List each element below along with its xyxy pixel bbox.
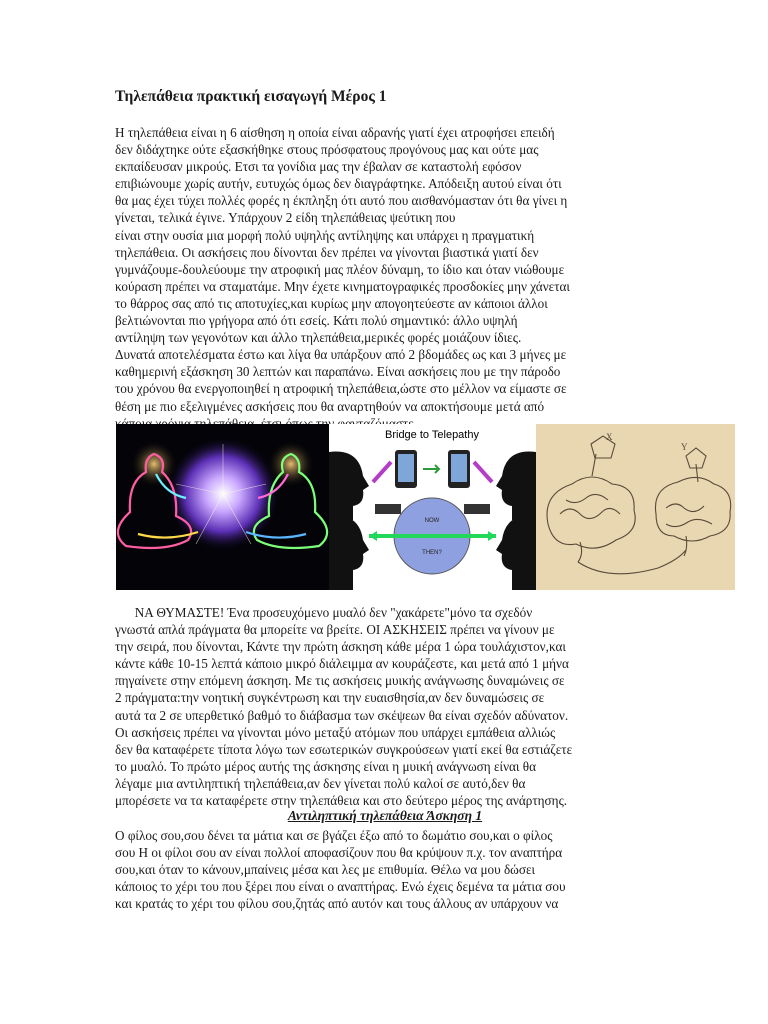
text-line: κάντε κάθε 10-15 λεπτά κάποιο μικρό διάλειμμα αν κουράζεστε, και μετά από 1 μήνα bbox=[115, 656, 569, 672]
text-line: το μυαλό. Το πρώτο μέρος αυτής της άσκησης είναι η μυική ανάγνωση είναι θα bbox=[115, 758, 537, 774]
text-line: του χρόνου θα ενεργοποιηθεί η ατροφική τηλεπάθεια,ώστε στο μέλλον να είμαστε σε bbox=[115, 381, 567, 397]
sketch-label-y: Y bbox=[681, 442, 688, 452]
text-line: πηγαίνετε στην επόμενη άσκηση. Με τις ασκήσεις μυικής ανάγνωσης δυναμώνεις σε bbox=[115, 673, 565, 689]
text-line: Δυνατά αποτελέσματα έστω και λίγα θα υπάρξουν από 2 βδομάδες ως και 3 μήνες με bbox=[115, 347, 567, 363]
text-line: τηλεπάθεια. Οι ασκήσεις που δίνονται δεν πρέπει να γίνονται βιαστικά γιατί δεν bbox=[115, 244, 539, 260]
meditation-image bbox=[116, 424, 329, 590]
text-line: Οι ασκήσεις πρέπει να γίνονται μόνο μεταξύ ατόμων που υπάρχει εμπάθεια αλλιώς bbox=[115, 724, 556, 740]
text-line: βελτιώνονται πιο γρήγορα από ότι εσείς. Κάτι πολύ σημαντικό: άλλο υψηλή bbox=[115, 313, 518, 329]
text-line: 2 πράγματα:την νοητική συγκέντρωση και την ευαισθησία,αν δεν δυναμώσεις σε bbox=[115, 690, 545, 706]
intro-paragraph bbox=[115, 124, 655, 432]
text-line: εκπαίδευσαν μικρούς. Ετσι τα γονίδια μας την έβαλαν σε καταστολή εφόσον bbox=[115, 159, 522, 175]
text-line: αντίληψη των γεγονότων και άλλο τηλεπάθεια,μερικές φορές μοιάζουν ίδιες. bbox=[115, 330, 522, 346]
document-title: Τηλεπάθεια πρακτική εισαγωγή Μέρος 1 bbox=[115, 88, 387, 105]
text-line: κάποιος το χέρι του που ξέρει που είναι ο αναπτήρας. Ενώ έχεις δεμένα τα μάτια σου bbox=[115, 879, 566, 895]
text-line: σου Η οι φίλοι σου αν είναι πολλοί αποφασίζουν που θα κρύψουν π.χ. τον αναπτήρα bbox=[115, 845, 563, 861]
exercise-1-paragraph bbox=[115, 827, 655, 912]
circle-bottom-label: THEN? bbox=[422, 550, 442, 556]
text-line: δεν θα καταφέρετε τίποτα λόγω των εσωτερικών συγκρούσεων γιατί εκεί θα εστιάζετε bbox=[115, 741, 573, 757]
text-line: ΝΑ ΘΥΜΑΣΤΕ! Ένα προσευχόμενο μυαλό δεν "χακάρετε"μόνο τα σχεδόν bbox=[115, 605, 533, 620]
text-line: μπορέσετε να τα καταφέρετε στην τηλεπάθεια και στο δεύτερο μέρος της ανάρτησης. bbox=[115, 793, 568, 809]
text-line: δεν διδάχτηκε ούτε εξασκήθηκε στους πρόσφατους προγόνους μας και ούτε μας bbox=[115, 142, 539, 158]
bridge-diagram bbox=[329, 424, 536, 590]
text-line: είναι στην ουσία μια μορφή πολύ υψηλής αντίληψης και υπάρχει η πραγματική bbox=[115, 227, 535, 243]
text-line: γυμνάζουμε-δουλεύουμε την ατροφική μας πλέον δύναμη, το ίδιο και όταν νιώθουμε bbox=[115, 261, 565, 277]
text-line: γνωστά απλά πράγματα θα μπορείτε να βρείτε. ΟΙ ΑΣΚΗΣΕΙΣ πρέπει να γίνουν με bbox=[115, 622, 555, 638]
text-line: γίνεται, τελικά έγινε. Υπάρχουν 2 είδη τηλεπάθειας ψεύτικη που bbox=[115, 210, 456, 226]
text-line: Ο φίλος σου,σου δένει τα μάτια και σε βγάζει έξω από το δωμάτιο σου,και ο φίλος bbox=[115, 828, 553, 843]
reminder-paragraph bbox=[115, 604, 655, 809]
exercise-1-heading: Αντιληπτική τηλεπάθεια Άσκηση 1 bbox=[287, 808, 483, 823]
diagram-title: Bridge to Telepathy bbox=[385, 429, 479, 441]
text-line: και κρατάς το χέρι του φίλου σου,ζητάς από αυτόν και τους άλλους αν υπάρχουν να bbox=[115, 896, 559, 912]
text-line: το θάρρος σας από τις αποτυχίες,και κυρίως μην απογοητεύεστε αν κάποιοι άλλοι bbox=[115, 295, 548, 311]
text-line: Η τηλεπάθεια είναι η 6 αίσθηση η οποία είναι αδρανής γιατί έχει ατροφήσει επειδή bbox=[115, 125, 555, 140]
text-line: σου,και όταν το κάνουν,μπαίνεις μέσα και λες με επιθυμία. Θέλω να μου δώσει bbox=[115, 862, 536, 878]
text-line: θέση με πιο εξελιγμένες ασκήσεις που θα αναρτηθούν να αποκτήσουμε μετά από bbox=[115, 398, 545, 414]
circle-top-label: NOW bbox=[424, 518, 440, 524]
brain-sketch-image bbox=[536, 424, 735, 590]
text-line: αυτά τα 2 σε υπερθετικό βαθμό το διάβασμα των σκέψεων θα είναι σχεδόν αδύνατον. bbox=[115, 707, 569, 723]
sketch-label-x: X bbox=[606, 432, 613, 442]
text-line: λέγαμε μια αντιληπτική τηλεπάθεια,αν δεν γίνεται πολύ καλοί σε αυτό,δεν θα bbox=[115, 775, 526, 791]
text-line: την σειρά, που δίνονται, Κάντε την πρώτη άσκηση κάθε μέρα 1 ώρα τουλάχιστον,και bbox=[115, 639, 566, 655]
text-line: καθημερινή εξάσκηση 30 λεπτών και παραπάνω. Είναι ασκήσεις που με την πάροδο bbox=[115, 364, 561, 380]
text-line: κούραση πρέπει να σταματάμε. Μην έχετε κινηματογραφικές προσδοκίες μην χάνεται bbox=[115, 278, 570, 294]
text-line: επιβιώνουμε χωρίς αυτήν, ευτυχώς όμως δεν διαγράφτηκε. Απόδειξη αυτού είναι ότι bbox=[115, 176, 562, 192]
text-line: θα μας έχει τύχει πολλές φορές η έκπληξη ότι αυτό που αισθανόμασταν ότι θα γίνει η bbox=[115, 193, 568, 209]
